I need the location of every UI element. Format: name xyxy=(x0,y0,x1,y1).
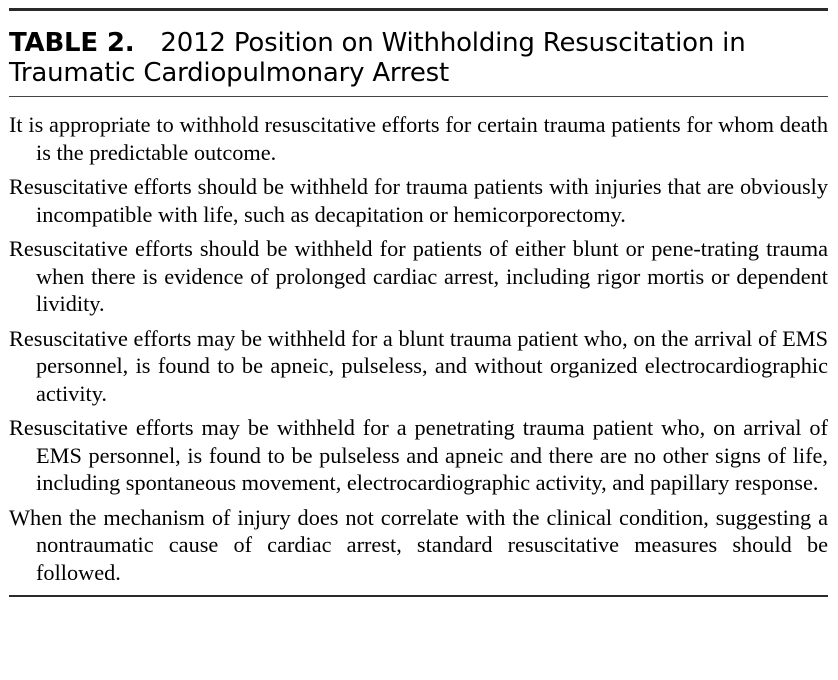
table-body xyxy=(9,97,828,586)
table-title: 2012 Position on Withholding Resuscitation in Traumatic Cardiopulmonary Arrest xyxy=(9,28,746,88)
table-row: When the mechanism of injury does not correlate with the clinical condition, suggesting a nontraumatic cause of cardiac arrest, standard resuscitative measures should be followed. xyxy=(9,504,828,585)
table-row: Resuscitative efforts should be withheld for trauma patients with injuries that are obviously incompatible with life, such as decapitation or hemicorporectomy. xyxy=(9,174,828,227)
table-row: Resuscitative efforts may be withheld for a penetrating trauma patient who, on arrival of EMS personnel, is found to be pulseless and apneic and there are no other signs of life, including spontaneous movement, electrocardiographic activity, and papillary response. xyxy=(9,415,828,495)
table-row: Resuscitative efforts should be withheld for patients of either blunt or pene-trating trauma when there is evidence of prolonged cardiac arrest, including rigor mortis or dependent lividity. xyxy=(9,236,828,316)
table-label: TABLE 2. xyxy=(9,28,135,58)
table-bottom-rule xyxy=(9,595,828,597)
table-row: It is appropriate to withhold resuscitative efforts for certain trauma patients for whom death is the predictable outcome. xyxy=(9,112,828,165)
table xyxy=(9,8,828,597)
table-heading xyxy=(9,11,828,96)
table-row: Resuscitative efforts may be withheld for a blunt trauma patient who, on the arrival of EMS personnel, is found to be apneic, pulseless, and without organized electrocardiographic activity. xyxy=(9,325,828,406)
